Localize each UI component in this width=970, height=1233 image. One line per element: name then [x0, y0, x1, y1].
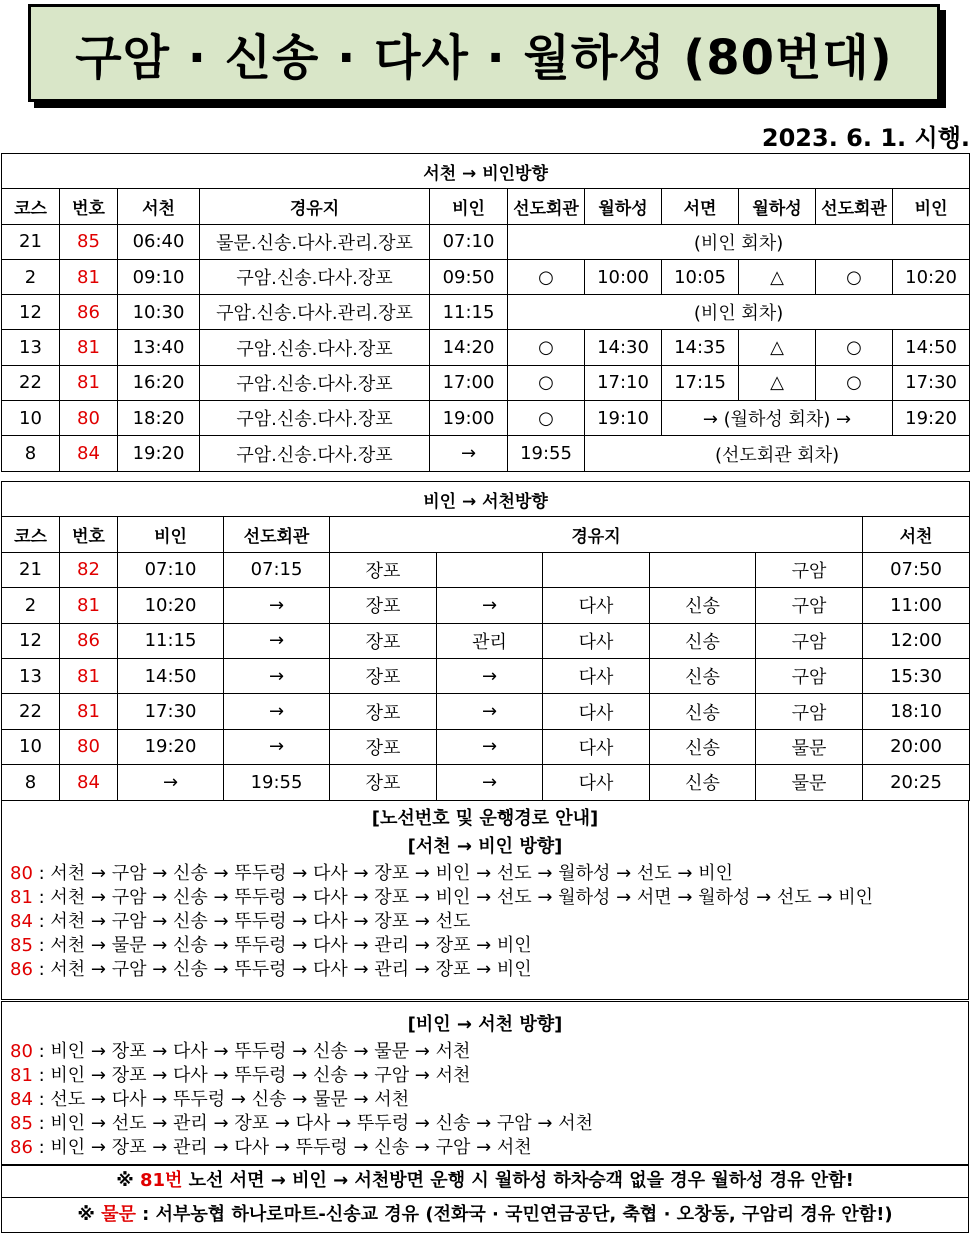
time-cell: 10:20 — [118, 588, 224, 623]
via-stop-cell: 다사 — [543, 588, 650, 623]
via-stop-cell: → — [437, 765, 543, 800]
stop-cell: 14:30 — [585, 330, 662, 365]
via-stop-cell: 다사 — [543, 729, 650, 764]
via-stop-cell: 다사 — [543, 694, 650, 729]
route-path: : 서천 → 구암 → 신송 → 뚜두렁 → 다사 → 장포 → 선도 — [32, 911, 471, 932]
time-cell: 11:15 — [430, 295, 508, 330]
route-path: : 서천 → 구암 → 신송 → 뚜두렁 → 다사 → 장포 → 비인 → 선도 → 월하성 → 서면 → 월하성 → 선도 → 비인 — [32, 887, 873, 908]
time-cell: 20:00 — [863, 729, 970, 764]
via-stop-cell: 장포 — [330, 658, 437, 693]
stop-cell: △ — [739, 330, 816, 365]
table-row — [2, 694, 970, 729]
route-line — [2, 1112, 968, 1136]
column-header: 서천 — [118, 189, 200, 224]
column-header: 경유지 — [330, 517, 863, 552]
effective-date: 2023. 6. 1. 시행. — [761, 124, 970, 152]
column-header: 번호 — [60, 189, 118, 224]
route-number-cell: 81 — [60, 259, 118, 294]
via-cell: 구암.신송.다사.장포 — [200, 330, 430, 365]
via-stop-cell: 장포 — [330, 623, 437, 658]
stop-cell: 10:00 — [585, 259, 662, 294]
table-row — [2, 365, 970, 400]
stop-cell: ○ — [816, 365, 893, 400]
route-number-cell: 84 — [60, 436, 118, 471]
outbound-title: 서천 → 비인방향 — [2, 154, 970, 189]
course-cell: 8 — [2, 765, 60, 800]
stop-cell: 14:35 — [662, 330, 739, 365]
table-row — [2, 295, 970, 330]
via-stop-cell — [650, 552, 756, 587]
route-path: : 비인 → 선도 → 관리 → 장포 → 다사 → 뚜두렁 → 신송 → 구암 → 서천 — [32, 1113, 593, 1134]
column-header: 번호 — [60, 517, 118, 552]
course-cell: 22 — [2, 365, 60, 400]
outbound-timetable — [1, 153, 970, 472]
route-path: : 서천 → 구암 → 신송 → 뚜두렁 → 다사 → 장포 → 비인 → 선도 → 월하성 → 선도 → 비인 — [32, 863, 733, 884]
stop-cell: ○ — [508, 365, 585, 400]
stop-cell: 10:20 — [893, 259, 970, 294]
route-number: 85 — [10, 935, 33, 956]
via-stop-cell: → — [437, 588, 543, 623]
time-cell: 14:20 — [430, 330, 508, 365]
stop-cell: 10:05 — [662, 259, 739, 294]
course-cell: 13 — [2, 658, 60, 693]
via-stop-cell: 구암 — [756, 623, 863, 658]
time-cell: → — [224, 694, 330, 729]
route-path: : 비인 → 장포 → 관리 → 다사 → 뚜두렁 → 신송 → 구암 → 서천 — [32, 1137, 532, 1158]
route-number: 84 — [10, 911, 33, 932]
route-number-cell: 86 — [60, 295, 118, 330]
guide-title: [노선번호 및 운행경로 안내] — [371, 808, 599, 829]
time-cell: 07:10 — [430, 224, 508, 259]
route-number-cell: 80 — [60, 401, 118, 436]
via-stop-cell: → — [437, 729, 543, 764]
stop-cell: △ — [739, 365, 816, 400]
via-stop-cell: → — [437, 694, 543, 729]
time-cell: 07:50 — [863, 552, 970, 587]
route-number-cell: 81 — [60, 330, 118, 365]
route-line — [2, 934, 968, 958]
stop-cell: △ — [739, 259, 816, 294]
time-cell: 12:00 — [863, 623, 970, 658]
via-stop-cell: 구암 — [756, 552, 863, 587]
time-cell: 19:20 — [118, 436, 200, 471]
route-number: 80 — [10, 863, 33, 884]
time-cell: 07:15 — [224, 552, 330, 587]
time-cell: 11:00 — [863, 588, 970, 623]
column-header: 코스 — [2, 517, 60, 552]
route-number-cell: 80 — [60, 729, 118, 764]
route-number: 86 — [10, 1137, 33, 1158]
table-row — [2, 224, 970, 259]
via-stop-cell — [437, 552, 543, 587]
stop-cell: ○ — [508, 330, 585, 365]
guide-inbound-title: [비인 → 서천 방향] — [407, 1014, 563, 1035]
course-cell: 2 — [2, 259, 60, 294]
column-header: 선도회관 — [224, 517, 330, 552]
time-cell: 06:40 — [118, 224, 200, 259]
via-stop-cell: 장포 — [330, 765, 437, 800]
time-cell: 16:20 — [118, 365, 200, 400]
time-cell: 20:25 — [863, 765, 970, 800]
route-number-cell: 85 — [60, 224, 118, 259]
route-number-cell: 84 — [60, 765, 118, 800]
column-header: 경유지 — [200, 189, 430, 224]
course-cell: 12 — [2, 623, 60, 658]
route-number-cell: 86 — [60, 623, 118, 658]
course-cell: 8 — [2, 436, 60, 471]
via-cell: 구암.신송.다사.장포 — [200, 259, 430, 294]
table-row — [2, 623, 970, 658]
via-stop-cell: 다사 — [543, 765, 650, 800]
stop-cell: 19:55 — [508, 436, 585, 471]
via-stop-cell: 다사 — [543, 658, 650, 693]
stop-cell: ○ — [816, 330, 893, 365]
column-header: 월하성 — [739, 189, 816, 224]
time-cell: 19:55 — [224, 765, 330, 800]
route-path: : 서천 → 구암 → 신송 → 뚜두렁 → 다사 → 관리 → 장포 → 비인 — [32, 959, 532, 980]
route-line — [2, 1088, 968, 1112]
time-cell: 17:30 — [118, 694, 224, 729]
route-path: : 서천 → 물문 → 신송 → 뚜두렁 → 다사 → 관리 → 장포 → 비인 — [32, 935, 532, 956]
course-cell: 21 — [2, 224, 60, 259]
via-stop-cell: 장포 — [330, 552, 437, 587]
via-stop-cell: 물문 — [756, 729, 863, 764]
turnaround-note: (비인 회차) — [508, 295, 970, 330]
via-stop-cell: 장포 — [330, 588, 437, 623]
column-header: 월하성 — [585, 189, 662, 224]
table-row — [2, 436, 970, 471]
via-stop-cell: 구암 — [756, 588, 863, 623]
via-cell: 구암.신송.다사.장포 — [200, 436, 430, 471]
course-cell: 10 — [2, 401, 60, 436]
time-cell: → — [224, 588, 330, 623]
via-stop-cell: 관리 — [437, 623, 543, 658]
route-number: 84 — [10, 1089, 33, 1110]
route-guide-outbound — [1, 801, 969, 1000]
time-cell: → — [430, 436, 508, 471]
time-cell: → — [224, 658, 330, 693]
route-number-cell: 81 — [60, 694, 118, 729]
table-row — [2, 588, 970, 623]
time-cell: 13:40 — [118, 330, 200, 365]
via-stop-cell: 구암 — [756, 658, 863, 693]
route-line — [2, 958, 968, 982]
course-cell: 2 — [2, 588, 60, 623]
time-cell: → — [118, 765, 224, 800]
column-header: 선도회관 — [508, 189, 585, 224]
column-header: 선도회관 — [816, 189, 893, 224]
route-number: 81 — [10, 887, 33, 908]
stop-cell: ○ — [508, 259, 585, 294]
via-stop-cell: 신송 — [650, 729, 756, 764]
stop-cell: 17:30 — [893, 365, 970, 400]
column-header: 서면 — [662, 189, 739, 224]
time-cell: 17:00 — [430, 365, 508, 400]
route-line — [2, 1136, 968, 1160]
via-stop-cell: 신송 — [650, 658, 756, 693]
via-stop-cell: 신송 — [650, 623, 756, 658]
time-cell: 14:50 — [118, 658, 224, 693]
time-cell: 07:10 — [118, 552, 224, 587]
course-cell: 22 — [2, 694, 60, 729]
time-cell: 09:50 — [430, 259, 508, 294]
course-cell: 12 — [2, 295, 60, 330]
table-row — [2, 259, 970, 294]
via-stop-cell: 장포 — [330, 694, 437, 729]
turnaround-note: (비인 회차) — [508, 224, 970, 259]
column-header: 코스 — [2, 189, 60, 224]
note-text: 노선 서면 → 비인 → 서천방면 운행 시 월하성 하차승객 없을 경우 월하성 경유 안함! — [182, 1170, 854, 1191]
time-cell: 10:30 — [118, 295, 200, 330]
time-cell: 09:10 — [118, 259, 200, 294]
route-line — [2, 1064, 968, 1088]
time-cell: 15:30 — [863, 658, 970, 693]
column-header: 비인 — [118, 517, 224, 552]
table-row — [2, 552, 970, 587]
stop-cell: ○ — [816, 259, 893, 294]
route-line — [2, 910, 968, 934]
route-line — [2, 862, 968, 886]
route-guide-inbound — [1, 1001, 969, 1166]
via-stop-cell: 다사 — [543, 623, 650, 658]
via-stop-cell: → — [437, 658, 543, 693]
time-cell: → — [224, 729, 330, 764]
column-header: 서천 — [863, 517, 970, 552]
via-stop-cell: 장포 — [330, 729, 437, 764]
course-cell: 10 — [2, 729, 60, 764]
via-stop-cell: 신송 — [650, 765, 756, 800]
route-number: 86 — [10, 959, 33, 980]
via-stop-cell: 물문 — [756, 765, 863, 800]
route-line — [2, 886, 968, 910]
time-cell: 19:00 — [430, 401, 508, 436]
title-box — [28, 4, 940, 102]
route-number-cell: 81 — [60, 588, 118, 623]
turnaround-note: → (월하성 회차) → — [662, 401, 893, 436]
stop-cell: 19:10 — [585, 401, 662, 436]
time-cell: 18:20 — [118, 401, 200, 436]
route-number-cell: 82 — [60, 552, 118, 587]
note-mark: ※ — [77, 1204, 102, 1225]
route-number: 85 — [10, 1113, 33, 1134]
guide-outbound-title: [서천 → 비인 방향] — [407, 836, 563, 857]
via-cell: 구암.신송.다사.장포 — [200, 401, 430, 436]
note-route-number: 81번 — [139, 1170, 183, 1191]
time-cell: 19:20 — [893, 401, 970, 436]
time-cell: → — [224, 623, 330, 658]
note-81 — [1, 1164, 969, 1198]
inbound-title: 비인 → 서천방향 — [2, 482, 970, 517]
column-header: 비인 — [430, 189, 508, 224]
route-line — [2, 1040, 968, 1064]
route-number-cell: 81 — [60, 365, 118, 400]
inbound-timetable — [1, 481, 970, 801]
note-place: 물문 — [101, 1204, 136, 1225]
note-mark: ※ — [116, 1170, 140, 1191]
route-number-cell: 81 — [60, 658, 118, 693]
table-row — [2, 729, 970, 764]
time-cell: 11:15 — [118, 623, 224, 658]
via-stop-cell: 신송 — [650, 694, 756, 729]
route-number: 81 — [10, 1065, 33, 1086]
table-row — [2, 330, 970, 365]
page-title: 구암 · 신송 · 다사 · 월하성 (80번대) — [75, 29, 893, 86]
stop-cell: 14:50 — [893, 330, 970, 365]
turnaround-note: (선도회관 회차) — [585, 436, 970, 471]
stop-cell: 17:10 — [585, 365, 662, 400]
course-cell: 21 — [2, 552, 60, 587]
note-mulmun — [1, 1197, 969, 1233]
time-cell: 19:20 — [118, 729, 224, 764]
via-cell: 구암.신송.다사.관리.장포 — [200, 295, 430, 330]
via-cell: 구암.신송.다사.장포 — [200, 365, 430, 400]
route-path: : 비인 → 장포 → 다사 → 뚜두렁 → 신송 → 구암 → 서천 — [32, 1065, 471, 1086]
table-row — [2, 401, 970, 436]
via-stop-cell: 구암 — [756, 694, 863, 729]
stop-cell: 17:15 — [662, 365, 739, 400]
time-cell: 18:10 — [863, 694, 970, 729]
course-cell: 13 — [2, 330, 60, 365]
note-text: : 서부농협 하나로마트-신송교 경유 (전화국 · 국민연금공단, 축협 · 오창동, 구암리 경유 안함!) — [135, 1204, 893, 1225]
column-header: 비인 — [893, 189, 970, 224]
table-row — [2, 765, 970, 800]
via-cell: 물문.신송.다사.관리.장포 — [200, 224, 430, 259]
route-path: : 비인 → 장포 → 다사 → 뚜두렁 → 신송 → 물문 → 서천 — [32, 1041, 471, 1062]
table-row — [2, 658, 970, 693]
route-number: 80 — [10, 1041, 33, 1062]
via-stop-cell: 신송 — [650, 588, 756, 623]
route-path: : 선도 → 다사 → 뚜두렁 → 신송 → 물문 → 서천 — [32, 1089, 410, 1110]
via-stop-cell — [543, 552, 650, 587]
stop-cell: ○ — [508, 401, 585, 436]
